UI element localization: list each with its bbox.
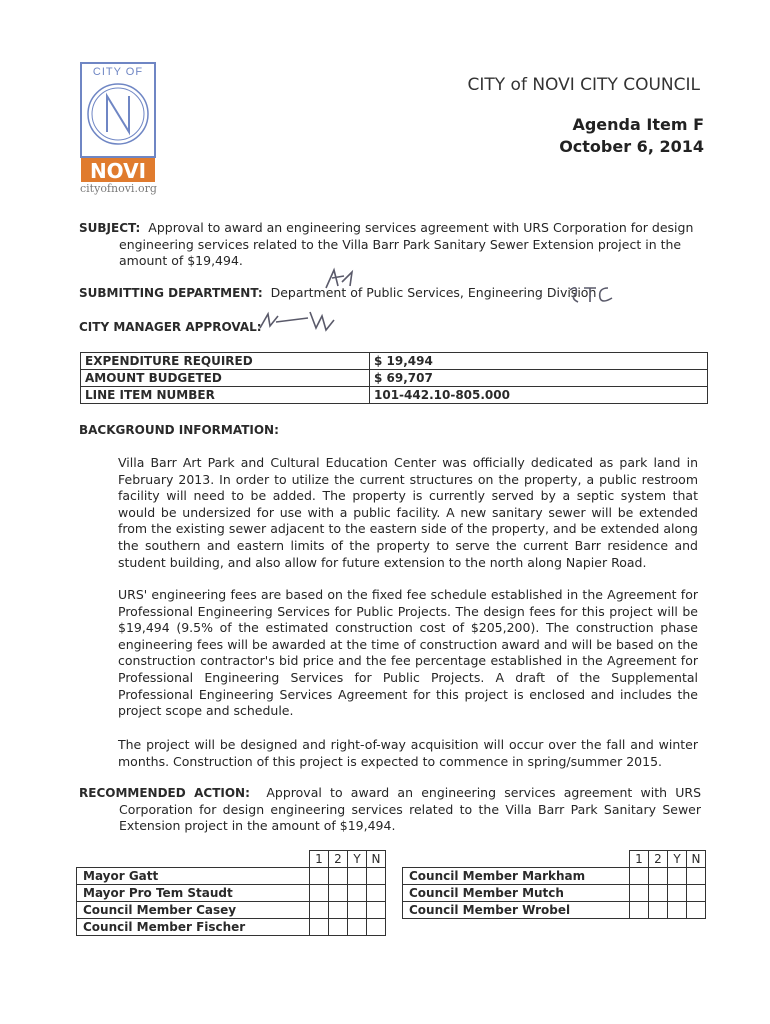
handwritten-initials: [320, 266, 360, 292]
member-name: Council Member Markham: [403, 868, 630, 885]
member-name: Mayor Gatt: [77, 868, 310, 885]
logo-url: cityofnovi.org: [80, 182, 157, 195]
table-row: [77, 868, 386, 885]
vote-col-n: N: [687, 851, 706, 868]
manager-label: CITY MANAGER APPROVAL:: [79, 320, 262, 334]
table-row: [81, 370, 708, 387]
table-row: [403, 868, 706, 885]
expenditure-table: [80, 352, 708, 404]
table-row: [77, 902, 386, 919]
council-title: CITY of NOVI CITY COUNCIL: [467, 75, 700, 95]
vote-col-2: 2: [649, 851, 668, 868]
svg-text:NOVI: NOVI: [89, 159, 147, 183]
vote-col-1: 1: [630, 851, 649, 868]
vote-col-2: 2: [329, 851, 348, 868]
member-name: Council Member Wrobel: [403, 902, 630, 919]
expenditure-label: EXPENDITURE REQUIRED: [81, 353, 370, 370]
table-row: [403, 851, 706, 868]
recommended-label: RECOMMENDED ACTION:: [79, 786, 250, 800]
vote-col-y: Y: [668, 851, 687, 868]
budgeted-value: $ 69,707: [370, 370, 708, 387]
background-heading: BACKGROUND INFORMATION:: [79, 423, 279, 437]
member-name: Council Member Casey: [77, 902, 310, 919]
table-row: [81, 387, 708, 404]
meeting-date: October 6, 2014: [559, 137, 704, 156]
vote-col-1: 1: [310, 851, 329, 868]
line-item-value: 101-442.10-805.000: [370, 387, 708, 404]
table-row: [403, 902, 706, 919]
svg-text:CITY OF: CITY OF: [92, 66, 144, 78]
table-row: [77, 851, 386, 868]
subject-label: SUBJECT:: [79, 221, 141, 235]
background-paragraph-2: URS' engineering fees are based on the fixed fee schedule established in the Agreement for Professional Engineering Services for Public Projects. The design fees for this project will be $19,494 (9.5% of the estimated construction cost of $205,200). The construction phase engineering fees will be awarded at the time of construction award and will be based on the construction contractor's bid price and the fee percentage established in the Agreement for Professional Engineering Services for Public Projects. A draft of the Supplemental Professional Engineering Services Agreement for this project is enclosed and includes the project scope and schedule.: [118, 587, 698, 719]
table-row: [77, 919, 386, 936]
table-row: [77, 885, 386, 902]
handwritten-initials: [568, 282, 618, 312]
background-paragraph-3: The project will be designed and right-of-way acquisition will occur over the fall and winter months. Construction of this project is expected to commence in spring/summer 2015.: [118, 737, 698, 769]
table-row: [81, 353, 708, 370]
expenditure-value: $ 19,494: [370, 353, 708, 370]
recommended-section: [79, 785, 701, 835]
department-text: Department of Public Services, Engineering Division: [270, 285, 597, 300]
vote-col-n: N: [367, 851, 386, 868]
line-item-label: LINE ITEM NUMBER: [81, 387, 370, 404]
budgeted-label: AMOUNT BUDGETED: [81, 370, 370, 387]
vote-table-left: [76, 850, 386, 936]
member-name: Council Member Mutch: [403, 885, 630, 902]
agenda-block: [559, 114, 704, 158]
agenda-item: Agenda Item F: [572, 115, 704, 134]
subject-text: Approval to award an engineering services agreement with URS Corporation for design engineering services related to the Villa Barr Park Sanitary Sewer Extension project in the amount of $19,494.: [119, 220, 694, 269]
table-row: [403, 885, 706, 902]
manager-signature: [256, 308, 342, 336]
city-of-novi-logo: [80, 62, 156, 184]
department-label: SUBMITTING DEPARTMENT:: [79, 286, 263, 300]
department-section: [79, 285, 719, 302]
subject-section: [79, 220, 701, 270]
manager-approval: [79, 316, 262, 335]
vote-table-right: [402, 850, 706, 919]
vote-col-y: Y: [348, 851, 367, 868]
recommended-text: Approval to award an engineering services agreement with URS Corporation for design engineering services related to the Villa Barr Park Sanitary Sewer Extension project in the amount of $19,494.: [119, 785, 702, 834]
background-paragraph-1: Villa Barr Art Park and Cultural Education Center was officially dedicated as park land in February 2013. In order to utilize the current structures on the property, a public restroom facility will need to be added. The property is currently served by a septic system that would be undersized for use with a public facility. A new sanitary sewer will be extended from the existing sewer adjacent to the eastern side of the property, and be extended along the southern and eastern limits of the property to serve the current Barr residence and student building, and also allow for future extension to the north along Napier Road.: [118, 455, 698, 570]
member-name: Council Member Fischer: [77, 919, 310, 936]
member-name: Mayor Pro Tem Staudt: [77, 885, 310, 902]
